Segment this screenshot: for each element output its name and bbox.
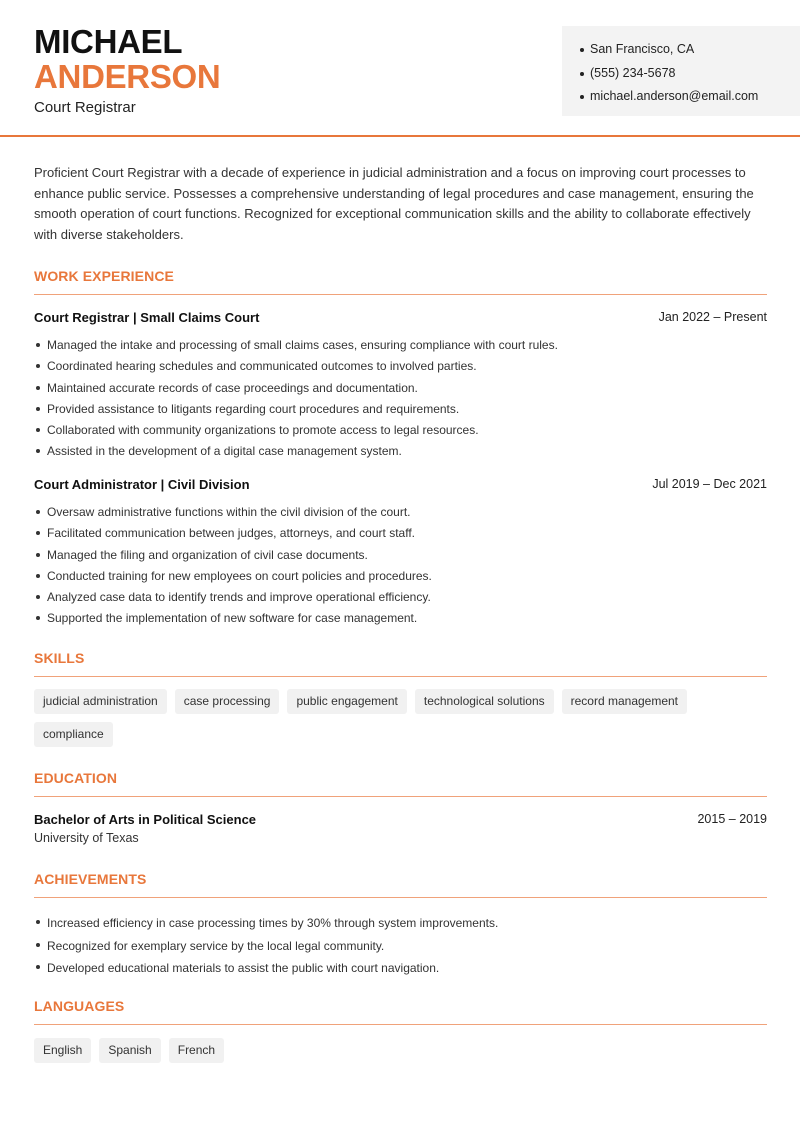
list-item: Coordinated hearing schedules and communicated outcomes to involved parties. — [34, 356, 767, 377]
first-name: MICHAEL — [34, 23, 183, 60]
skill-tag: judicial administration — [34, 689, 167, 714]
list-item: Managed the intake and processing of small claims cases, ensuring compliance with court rules. — [34, 335, 767, 356]
job-entry-header — [34, 310, 767, 325]
languages-list — [34, 1038, 767, 1063]
list-item: Supported the implementation of new software for case management. — [34, 608, 767, 629]
language-tag: Spanish — [99, 1038, 160, 1063]
job-entry-header — [34, 477, 767, 492]
list-item: Maintained accurate records of case proceedings and documentation. — [34, 378, 767, 399]
achievements-list — [34, 912, 767, 980]
job-dates: Jul 2019 – Dec 2021 — [652, 477, 767, 491]
candidate-name — [34, 24, 220, 94]
list-item: Managed the filing and organization of civil case documents. — [34, 545, 767, 566]
list-item: Conducted training for new employees on court policies and procedures. — [34, 566, 767, 587]
section-title-skills: SKILLS — [34, 650, 767, 677]
skill-tag: record management — [562, 689, 687, 714]
list-item: Facilitated communication between judges, attorneys, and court staff. — [34, 523, 767, 544]
list-item: Analyzed case data to identify trends and improve operational efficiency. — [34, 587, 767, 608]
contact-location: San Francisco, CA — [580, 38, 782, 62]
job-role: Court Administrator | Civil Division — [34, 477, 250, 492]
job-bullets — [34, 502, 767, 630]
skill-tag: public engagement — [287, 689, 406, 714]
list-item: Assisted in the development of a digital case management system. — [34, 441, 767, 462]
job-dates: Jan 2022 – Present — [658, 310, 767, 324]
section-title-languages: LANGUAGES — [34, 998, 767, 1025]
section-title-education: EDUCATION — [34, 770, 767, 797]
list-item: Oversaw administrative functions within the civil division of the court. — [34, 502, 767, 523]
education-entry-header — [34, 812, 767, 827]
job-role: Court Registrar | Small Claims Court — [34, 310, 260, 325]
professional-summary: Proficient Court Registrar with a decade of experience in judicial administration and a focus on improving court processes to enhance public service. Possesses a comprehensive understanding of legal procedures and case management, ensuring the smooth operation of court functions. Recognized for exceptional communication skills and the ability to collaborate effectively with diverse stakeholders. — [34, 165, 754, 243]
section-title-work-experience: WORK EXPERIENCE — [34, 268, 767, 295]
list-item: Developed educational materials to assist the public with court navigation. — [34, 957, 767, 980]
job-bullets — [34, 335, 767, 463]
contact-phone: (555) 234-5678 — [580, 62, 782, 86]
education-dates: 2015 – 2019 — [697, 812, 767, 826]
skill-tag: compliance — [34, 722, 113, 747]
skill-tag: case processing — [175, 689, 280, 714]
section-title-achievements: ACHIEVEMENTS — [34, 871, 767, 898]
list-item: Provided assistance to litigants regarding court procedures and requirements. — [34, 399, 767, 420]
last-name: ANDERSON — [34, 58, 221, 95]
list-item: Collaborated with community organizations to promote access to legal resources. — [34, 420, 767, 441]
language-tag: English — [34, 1038, 91, 1063]
skills-list — [34, 689, 767, 747]
contact-box — [562, 26, 800, 116]
language-tag: French — [169, 1038, 224, 1063]
list-item: Increased efficiency in case processing times by 30% through system improvements. — [34, 912, 767, 935]
resume-header — [0, 0, 800, 137]
school-name: University of Texas — [34, 831, 139, 845]
degree: Bachelor of Arts in Political Science — [34, 812, 257, 827]
contact-email: michael.anderson@email.com — [580, 85, 782, 109]
list-item: Recognized for exemplary service by the local legal community. — [34, 935, 767, 958]
job-title: Court Registrar — [34, 99, 136, 116]
skill-tag: technological solutions — [415, 689, 554, 714]
